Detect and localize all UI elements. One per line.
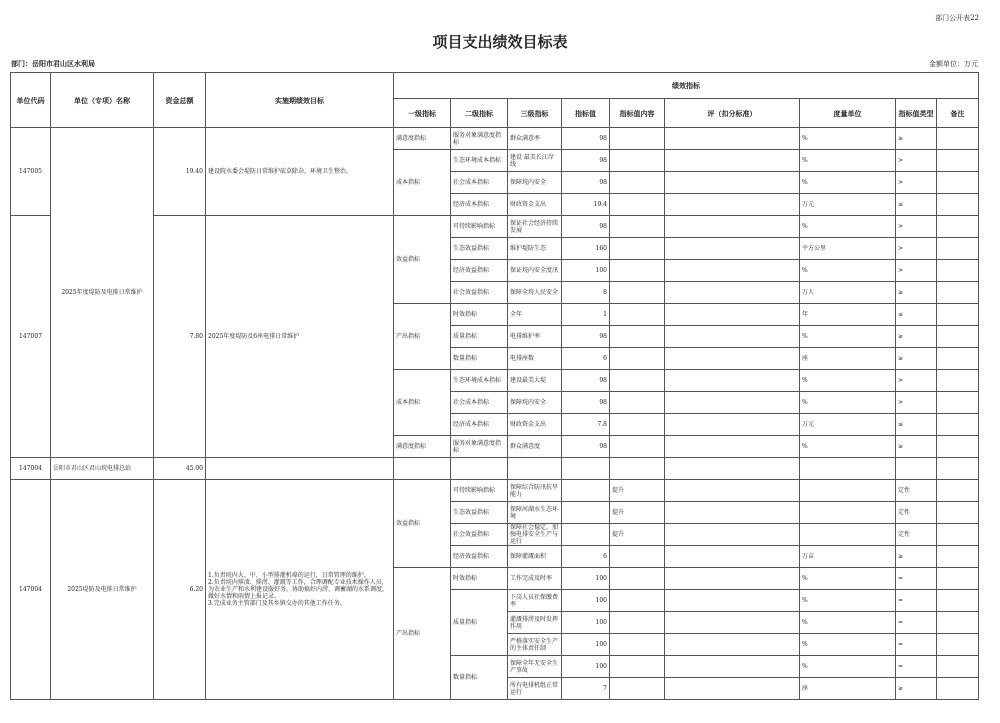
measure-cell: 年 [800,304,896,326]
score-cell [665,348,800,370]
level3-cell: 财政资金支出 [508,414,562,436]
unit-name-cell: 岳阳市君山区君山垸电排总站 [51,458,154,480]
level3-cell: 保障社会稳定，加强电排安全生产与运行 [508,524,562,546]
level3-cell: 保障全垸人民安全 [508,282,562,304]
value-cell: 100 [562,260,610,282]
note-cell [937,150,979,172]
score-cell [665,304,800,326]
note-cell [937,238,979,260]
goal-cell: 建设院水委会堤防日常维护砍草除杂，环境卫生整治。 [206,128,394,216]
value-cell: 7 [562,678,610,700]
amount-cell: 45.00 [154,458,206,480]
level3-cell: 全年 [508,304,562,326]
level3-cell: 保证社会经济持续发展 [508,216,562,238]
value-cell: 19.4 [562,194,610,216]
goal-cell: 1.负责垸内大、中、小型排灌机埠的运行，日常管理的维护。 2.负责垸内排渍、排涝、灌溉等工作，合理调配专业技术操作人员，为农业生产和水利建设服好务，协助搞好内涝、调蓄湖的水系调度，做好水情和雨情上报记录。 3.完成业务主管部门及其乡镇交办的其他工作任务。 [206,480,394,700]
content-cell [610,612,665,634]
level3-cell: 保障垸内安全 [508,172,562,194]
level2-cell: 生态环境成本指标 [451,370,508,392]
level1-cell: 满意度指标 [394,436,451,458]
content-cell [610,172,665,194]
level1-cell: 产出指标 [394,304,451,370]
value-type-cell: ≥ [896,282,937,304]
level1-cell: 成本指标 [394,150,451,216]
header-level1: 一级指标 [394,99,451,128]
measure-cell: % [800,172,896,194]
value-type-cell: = [896,634,937,656]
measure-cell: 座 [800,678,896,700]
level3-cell: 财政资金支出 [508,194,562,216]
score-cell [665,678,800,700]
measure-cell: % [800,568,896,590]
performance-table [10,72,979,700]
value-cell: 98 [562,436,610,458]
note-cell [937,546,979,568]
value-type-cell: 定性 [896,480,937,502]
level3-cell: 保障河湖水生态环境 [508,502,562,524]
measure-cell: 平方公里 [800,238,896,260]
content-cell [610,128,665,150]
measure-cell: 万元 [800,194,896,216]
note-cell [937,678,979,700]
score-cell [665,326,800,348]
content-cell: 提升 [610,480,665,502]
level2-cell: 时效指标 [451,304,508,326]
value-cell: 98 [562,216,610,238]
level2-cell: 数量指标 [451,656,508,700]
content-cell [610,414,665,436]
header-note: 备注 [937,99,979,128]
measure-cell: % [800,128,896,150]
note-cell [937,568,979,590]
table-row [11,480,979,502]
value-type-cell: = [896,590,937,612]
note-cell [937,436,979,458]
value-type-cell: ≥ [896,546,937,568]
level2-cell: 数量指标 [451,348,508,370]
content-cell [610,392,665,414]
department-label: 部门：岳阳市君山区水利局 [11,59,95,68]
content-cell [610,568,665,590]
measure-cell: 万人 [800,282,896,304]
value-cell: 100 [562,634,610,656]
measure-cell: 万亩 [800,546,896,568]
level1-cell: 产出指标 [394,568,451,700]
score-cell [665,436,800,458]
header-value-type: 指标值类型 [896,99,937,128]
score-cell [665,194,800,216]
level3-cell: 建设最美大堤 [508,370,562,392]
level2-cell: 社会成本指标 [451,392,508,414]
value-type-cell: ≥ [896,678,937,700]
goal-cell [206,458,394,480]
value-cell: 160 [562,238,610,260]
value-type-cell: > [896,370,937,392]
value-cell: 98 [562,128,610,150]
header-total-funds: 资金总额 [154,73,206,128]
note-cell [937,348,979,370]
level2-cell: 质量指标 [451,326,508,348]
score-cell [665,568,800,590]
value-type-cell: = [896,612,937,634]
value-type-cell: > [896,260,937,282]
content-cell [610,194,665,216]
measure-cell: % [800,370,896,392]
note-cell [937,216,979,238]
measure-cell: % [800,216,896,238]
measure-cell [800,458,896,480]
value-type-cell: > [896,392,937,414]
content-cell [610,370,665,392]
level3-cell: 保障垸内安全 [508,392,562,414]
score-cell [665,172,800,194]
unit-code-cell: 147004 [11,480,51,700]
value-cell [562,480,610,502]
level3-cell: 灌溉排涝及时发挥作用 [508,612,562,634]
level2-cell: 可持续影响指标 [451,216,508,238]
content-cell [610,238,665,260]
note-cell [937,480,979,502]
content-cell [610,348,665,370]
header-level2: 二级指标 [451,99,508,128]
content-cell [610,656,665,678]
score-cell [665,414,800,436]
measure-cell: % [800,590,896,612]
content-cell [610,150,665,172]
score-cell [665,260,800,282]
level2-cell: 时效指标 [451,568,508,590]
note-cell [937,634,979,656]
unit-code-cell: 147005 [11,128,51,216]
level3-cell: 建设 最美长江岸线 [508,150,562,172]
score-cell [665,216,800,238]
measure-cell: % [800,612,896,634]
content-cell [610,634,665,656]
level3-cell: 电排维护率 [508,326,562,348]
note-cell [937,612,979,634]
note-cell [937,194,979,216]
value-type-cell: = [896,656,937,678]
note-cell [937,502,979,524]
level2-cell: 质量指标 [451,590,508,656]
header-goal: 实施期绩效目标 [206,73,394,128]
level2-cell: 生态环境成本指标 [451,150,508,172]
score-cell [665,546,800,568]
score-cell [665,656,800,678]
value-type-cell: ≥ [896,128,937,150]
level3-cell: 电排座数 [508,348,562,370]
level1-cell: 成本指标 [394,370,451,436]
value-type-cell: ≤ [896,194,937,216]
value-cell: 98 [562,370,610,392]
level2-cell: 社会成本指标 [451,172,508,194]
value-cell: 98 [562,392,610,414]
level3-cell: 保障灌溉面积 [508,546,562,568]
note-cell [937,282,979,304]
content-cell [610,282,665,304]
level2-cell: 经济效益指标 [451,546,508,568]
score-cell [665,612,800,634]
value-type-cell [896,458,937,480]
header-level3: 三级指标 [508,99,562,128]
value-type-cell: 定性 [896,502,937,524]
score-cell [665,480,800,502]
level3-cell: 保证垸内安全度汛 [508,260,562,282]
value-type-cell: = [896,568,937,590]
value-type-cell: > [896,172,937,194]
value-type-cell: > [896,150,937,172]
value-type-cell: ≥ [896,326,937,348]
value-cell: 1 [562,304,610,326]
amount-cell: 7.80 [154,216,206,458]
value-cell: 6 [562,546,610,568]
value-type-cell: ≤ [896,304,937,326]
note-cell [937,260,979,282]
table-row [11,128,979,150]
level3-cell: 所有电排机组正常运行 [508,678,562,700]
level3-cell: 保障全年无安全生产事故 [508,656,562,678]
value-type-cell: > [896,238,937,260]
note-cell [937,392,979,414]
note-cell [937,524,979,546]
measure-cell: 座 [800,348,896,370]
level1-cell: 效益指标 [394,480,451,568]
content-cell [610,260,665,282]
measure-cell: % [800,150,896,172]
content-cell [610,436,665,458]
level2-cell: 生态效益指标 [451,502,508,524]
value-type-cell: ≤ [896,414,937,436]
level3-cell: 保障综合防汛抗旱能力 [508,480,562,502]
note-cell [937,414,979,436]
level2-cell: 社会效益指标 [451,524,508,546]
score-cell [665,150,800,172]
value-cell: 100 [562,568,610,590]
level1-cell: 满意度指标 [394,128,451,150]
document-number: 部门公开表22 [935,14,979,22]
value-cell: 6 [562,348,610,370]
note-cell [937,590,979,612]
note-cell [937,656,979,678]
value-type-cell: 定性 [896,524,937,546]
content-cell [610,678,665,700]
content-cell [610,216,665,238]
header-score: 评（扣分标准） [665,99,800,128]
measure-cell: % [800,634,896,656]
score-cell [665,458,800,480]
score-cell [665,370,800,392]
goal-cell: 2025年度堤防及6座电排日常维护 [206,216,394,458]
value-cell: 100 [562,590,610,612]
unit-code-cell: 147004 [11,458,51,480]
measure-cell: % [800,392,896,414]
score-cell [665,282,800,304]
value-cell [562,524,610,546]
level3-cell: 下岗人员社保缴费率 [508,590,562,612]
value-cell: 98 [562,150,610,172]
measure-cell [800,524,896,546]
note-cell [937,304,979,326]
score-cell [665,590,800,612]
header-measure: 度量单位 [800,99,896,128]
value-cell: 100 [562,656,610,678]
value-cell: 8 [562,282,610,304]
amount-cell: 6.20 [154,480,206,700]
level2-cell: 服务对象满意度指标 [451,128,508,150]
amount-unit-label: 金额单位：万元 [929,60,978,68]
header-unit-name: 单位（专项）名称 [51,73,154,128]
level2-cell: 服务对象满意度指标 [451,436,508,458]
header-performance: 绩效指标 [394,73,979,99]
level2-cell: 社会效益指标 [451,282,508,304]
level3-cell: 工作完成及时率 [508,568,562,590]
score-cell [665,524,800,546]
level3-cell: 严格落实安全生产的主体责任制 [508,634,562,656]
level2-cell: 生态效益指标 [451,238,508,260]
level2-cell: 经济效益指标 [451,260,508,282]
content-cell [610,304,665,326]
content-cell: 提升 [610,524,665,546]
value-cell: 7.8 [562,414,610,436]
table-row [11,458,979,480]
note-cell [937,128,979,150]
level2-cell: 经济成本指标 [451,194,508,216]
measure-cell: % [800,656,896,678]
measure-cell: % [800,260,896,282]
level2-cell: 可持续影响指标 [451,480,508,502]
unit-name-cell: 2025堤防及电排日常维护 [51,480,154,700]
amount-cell: 19.40 [154,128,206,216]
level3-cell: 群众满意度 [508,436,562,458]
value-type-cell: ≥ [896,436,937,458]
value-cell: 98 [562,172,610,194]
measure-cell [800,502,896,524]
note-cell [937,172,979,194]
score-cell [665,128,800,150]
measure-cell [800,480,896,502]
value-cell [562,502,610,524]
level1-cell: 效益指标 [394,216,451,304]
table-row [11,216,979,238]
level3-cell: 维护堤防生态 [508,238,562,260]
level2-cell: 经济成本指标 [451,414,508,436]
value-type-cell: > [896,216,937,238]
header-row-1 [11,73,979,99]
measure-cell: % [800,326,896,348]
unit-code-cell: 147007 [11,216,51,458]
level3-cell [508,458,562,480]
page-title: 项目支出绩效目标表 [432,33,568,51]
unit-name-cell: 2025年度堤防及电排日常维护 [51,128,154,458]
measure-cell: % [800,436,896,458]
value-cell [562,458,610,480]
note-cell [937,326,979,348]
score-cell [665,238,800,260]
value-cell: 100 [562,612,610,634]
level1-cell [394,458,451,480]
content-cell [610,546,665,568]
value-type-cell: ≥ [896,348,937,370]
content-cell [610,458,665,480]
header-unit-code: 单位代码 [11,73,51,128]
level3-cell: 群众满意率 [508,128,562,150]
score-cell [665,392,800,414]
content-cell [610,590,665,612]
content-cell: 提升 [610,502,665,524]
score-cell [665,634,800,656]
note-cell [937,370,979,392]
content-cell [610,326,665,348]
score-cell [665,502,800,524]
header-value: 指标值 [562,99,610,128]
measure-cell: 万元 [800,414,896,436]
level2-cell [451,458,508,480]
note-cell [937,458,979,480]
header-value-content: 指标值内容 [610,99,665,128]
value-cell: 98 [562,326,610,348]
